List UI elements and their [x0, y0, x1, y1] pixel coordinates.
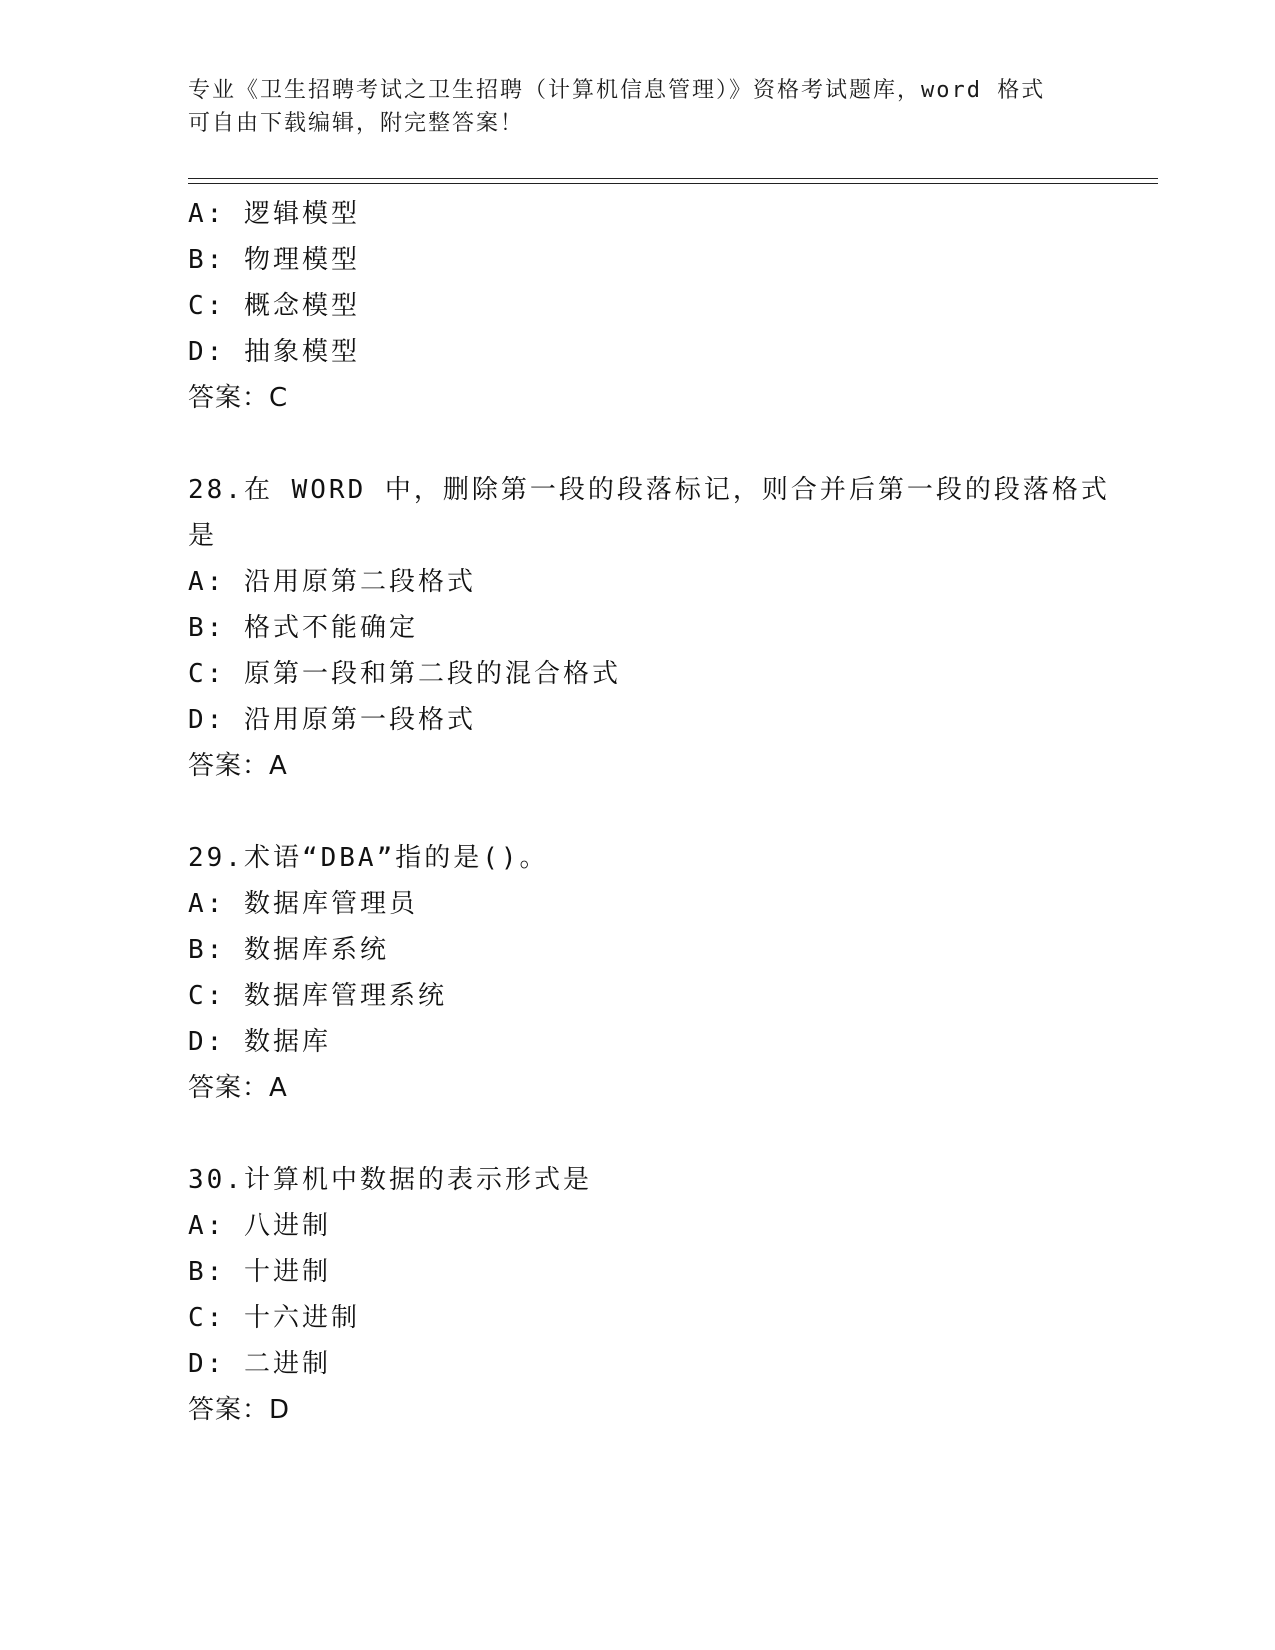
question-stem: 28.在 WORD 中，删除第一段的段落标记，则合并后第一段的段落格式: [188, 475, 1110, 505]
question-stem: 30.计算机中数据的表示形式是: [188, 1165, 592, 1195]
option-d: D: 沿用原第一段格式: [188, 705, 476, 735]
option-d: D: 抽象模型: [188, 337, 360, 367]
question-stem: 29.术语“DBA”指的是()。: [188, 843, 549, 873]
option-b: B: 格式不能确定: [188, 613, 418, 643]
question-29: [188, 835, 1088, 1111]
option-c: C: 数据库管理系统: [188, 981, 447, 1011]
option-d: D: 二进制: [188, 1349, 331, 1379]
option-d: D: 数据库: [188, 1027, 331, 1057]
option-c: C: 原第一段和第二段的混合格式: [188, 659, 621, 689]
question-27-continued: [188, 191, 1088, 421]
option-a: A: 沿用原第二段格式: [188, 567, 476, 597]
option-a: A: 八进制: [188, 1211, 331, 1241]
question-28: [188, 467, 1110, 789]
header-line-2: 可自由下载编辑，附完整答案！: [188, 111, 525, 136]
answer-label: 答案：A: [188, 1073, 288, 1103]
option-b: B: 十进制: [188, 1257, 331, 1287]
answer-label: 答案：D: [188, 1395, 291, 1425]
answer-label: 答案：A: [188, 751, 288, 781]
answer-label: 答案：C: [188, 383, 289, 413]
question-stem-continued: 是: [188, 521, 218, 551]
option-b: B: 物理模型: [188, 245, 360, 275]
option-c: C: 十六进制: [188, 1303, 360, 1333]
option-c: C: 概念模型: [188, 291, 360, 321]
header-divider-top: [188, 178, 1158, 179]
question-30: [188, 1157, 1088, 1433]
option-a: A: 逻辑模型: [188, 199, 360, 229]
option-a: A: 数据库管理员: [188, 889, 418, 919]
header-divider-bottom: [188, 183, 1158, 184]
document-header: [188, 74, 1068, 140]
header-line-1: 专业《卫生招聘考试之卫生招聘（计算机信息管理）》资格考试题库，word 格式: [188, 78, 1046, 103]
question-list: [188, 191, 1110, 1433]
option-b: B: 数据库系统: [188, 935, 389, 965]
